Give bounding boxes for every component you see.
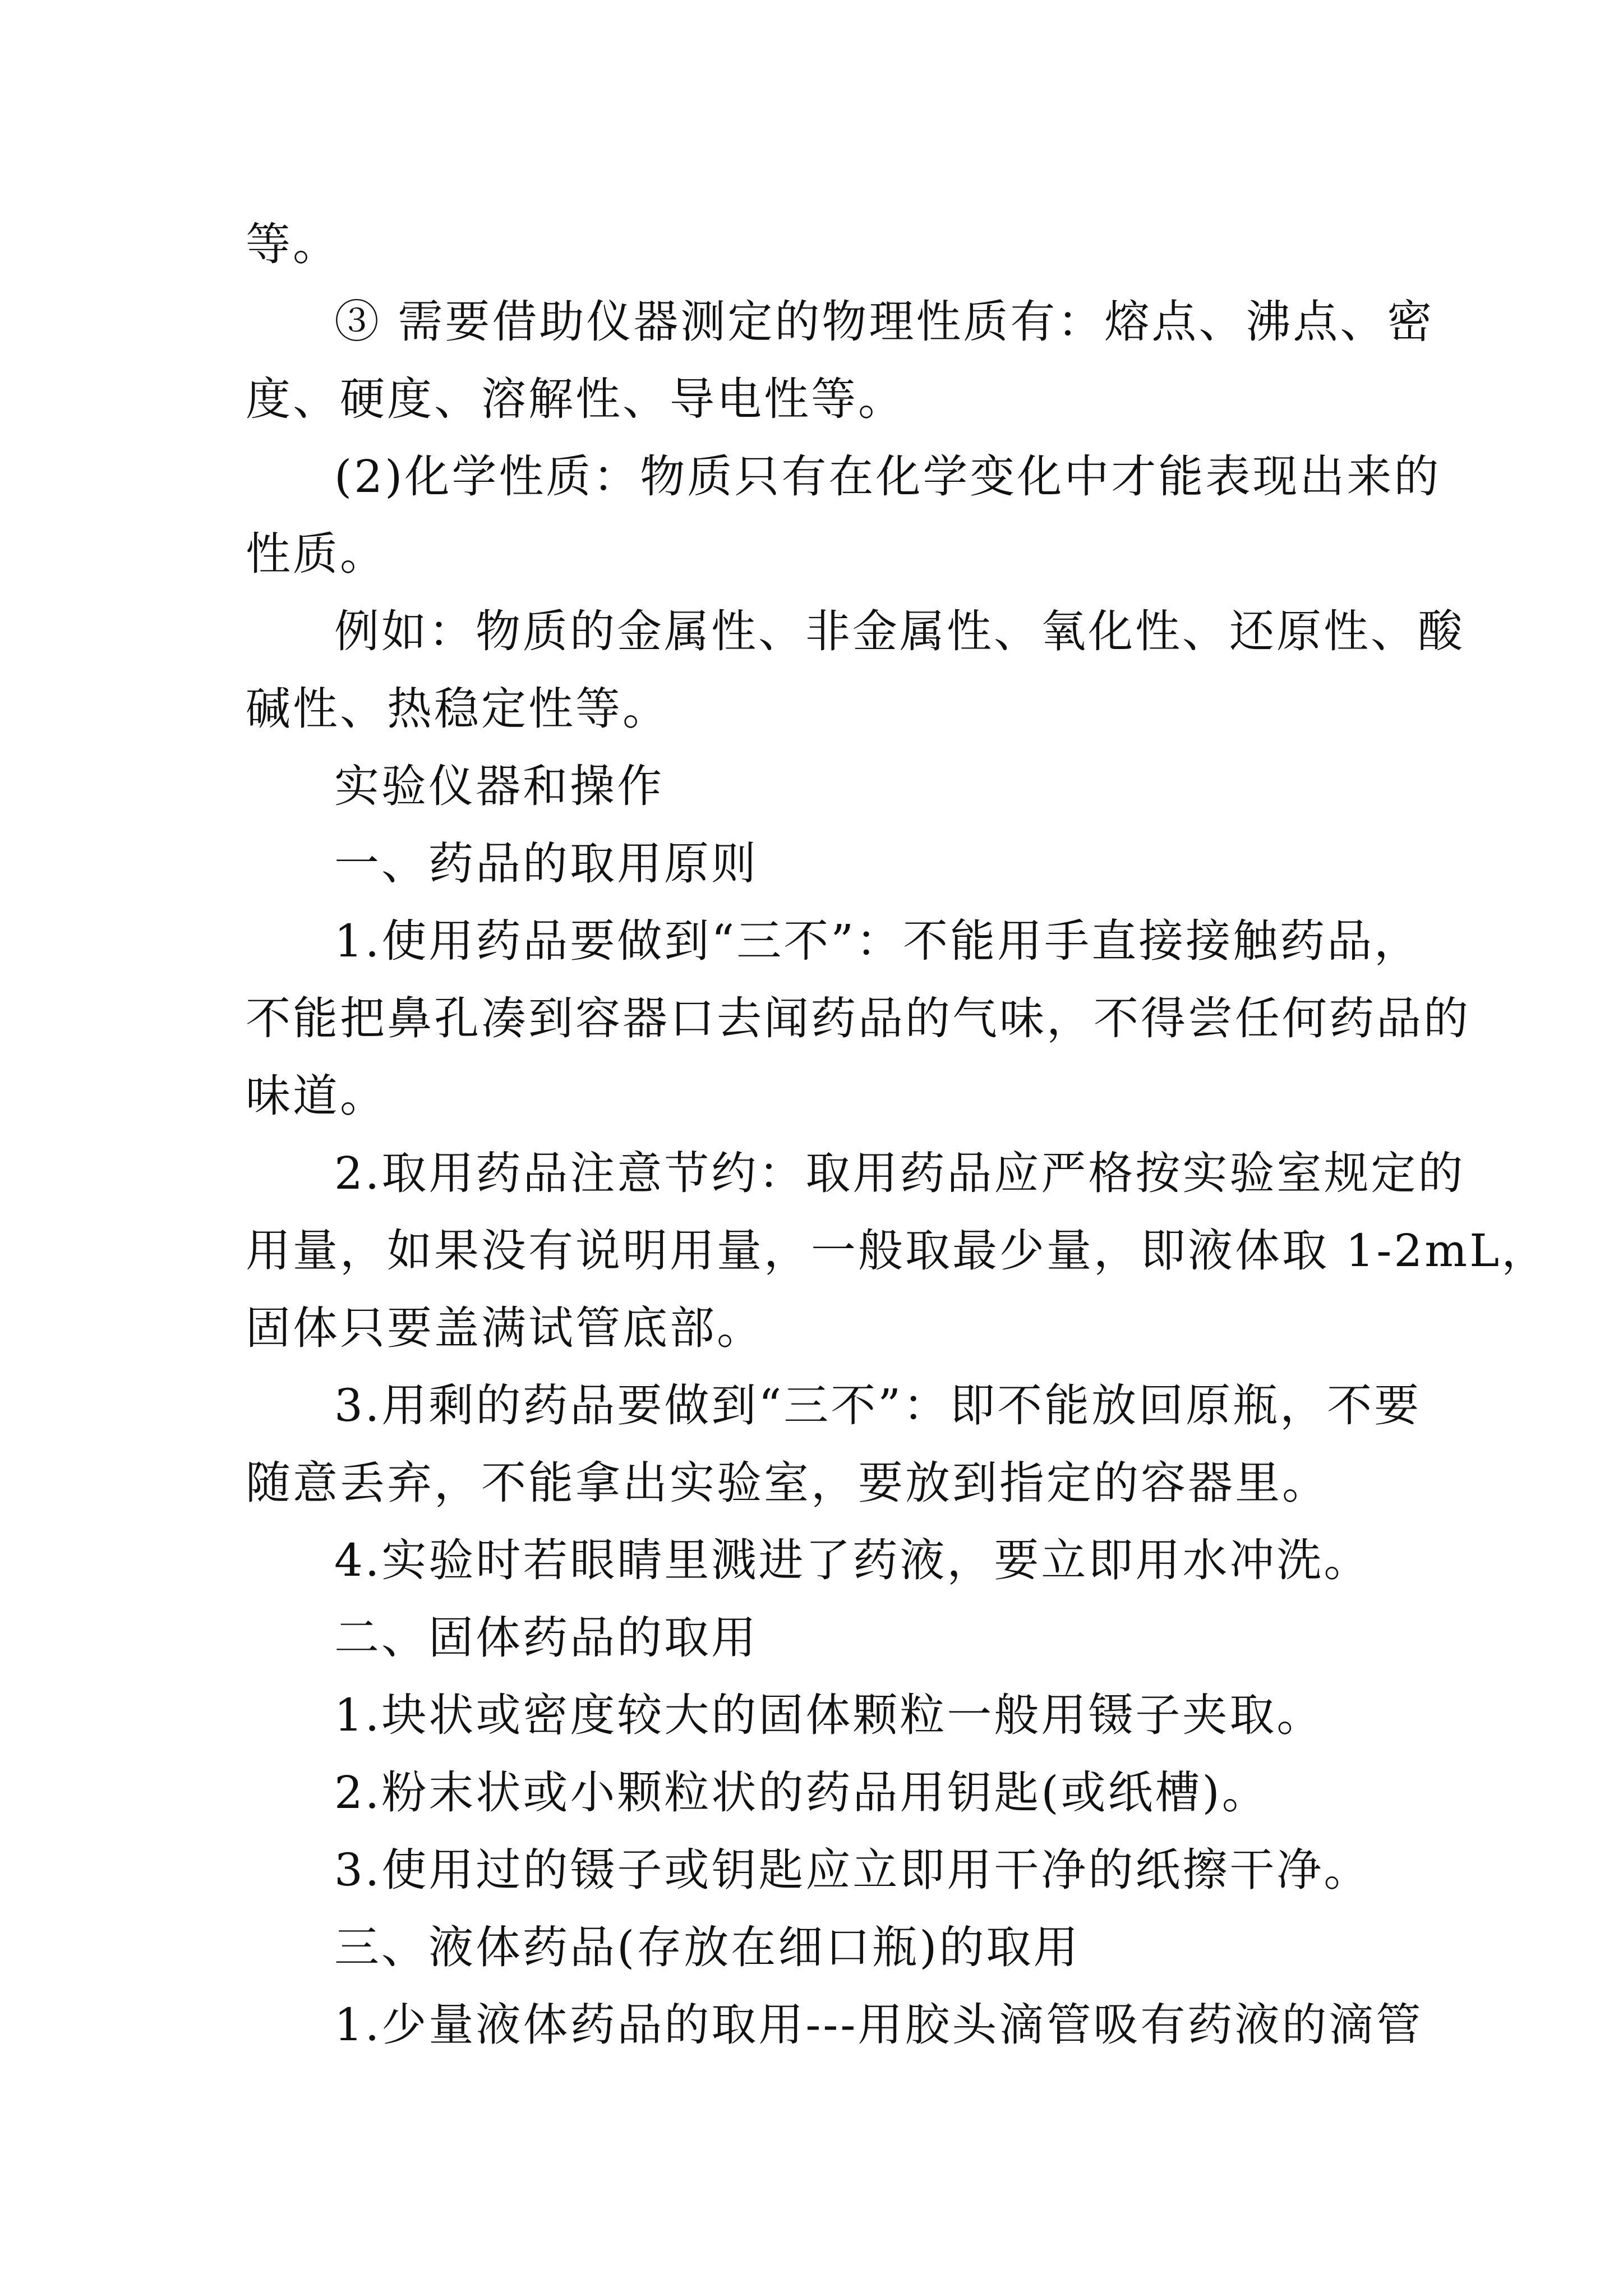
text-line-9: 一、药品的取用原则	[334, 838, 758, 890]
text-line-1: 等。	[246, 218, 340, 270]
text-line-20: 1.块状或密度较大的固体颗粒一般用镊子夹取。	[334, 1689, 1324, 1741]
text-line-16: 3.用剩的药品要做到“三不”：即不能放回原瓶，不要	[334, 1379, 1422, 1432]
text-line-22: 3.使用过的镊子或钥匙应立即用干净的纸擦干净。	[334, 1844, 1371, 1896]
text-line-21: 2.粉末状或小颗粒状的药品用钥匙(或纸槽)。	[334, 1766, 1269, 1819]
text-line-11: 不能把鼻孔凑到容器口去闻药品的气味，不得尝任何药品的	[246, 992, 1470, 1045]
text-line-6: 例如：物质的金属性、非金属性、氧化性、还原性、酸	[334, 605, 1465, 657]
text-line-24: 1.少量液体药品的取用---用胶头滴管吸有药液的滴管	[334, 1999, 1423, 2051]
text-line-3: 度、硬度、溶解性、导电性等。	[246, 373, 905, 425]
text-line-7: 碱性、热稳定性等。	[246, 683, 670, 735]
text-line-15: 固体只要盖满试管底部。	[246, 1302, 764, 1354]
text-line-8: 实验仪器和操作	[334, 760, 664, 812]
text-line-4: (2)化学性质：物质只有在化学变化中才能表现出来的	[334, 450, 1441, 503]
text-line-17: 随意丢弃，不能拿出实验室，要放到指定的容器里。	[246, 1457, 1329, 1509]
text-line-12: 味道。	[246, 1070, 387, 1122]
text-line-19: 二、固体药品的取用	[334, 1612, 758, 1664]
text-line-5: 性质。	[246, 528, 387, 580]
text-line-23: 三、液体药品(存放在细口瓶)的取用	[334, 1921, 1081, 1973]
text-line-18: 4.实验时若眼睛里溅进了药液，要立即用水冲洗。	[334, 1534, 1371, 1586]
text-line-2: ③ 需要借助仪器测定的物理性质有：熔点、沸点、密	[334, 296, 1435, 348]
text-line-14: 用量，如果没有说明用量，一般取最少量，即液体取 1-2mL，	[246, 1225, 1549, 1277]
text-line-10: 1.使用药品要做到“三不”：不能用手直接接触药品，	[334, 915, 1422, 967]
text-line-13: 2.取用药品注意节约：取用药品应严格按实验室规定的	[334, 1147, 1465, 1199]
